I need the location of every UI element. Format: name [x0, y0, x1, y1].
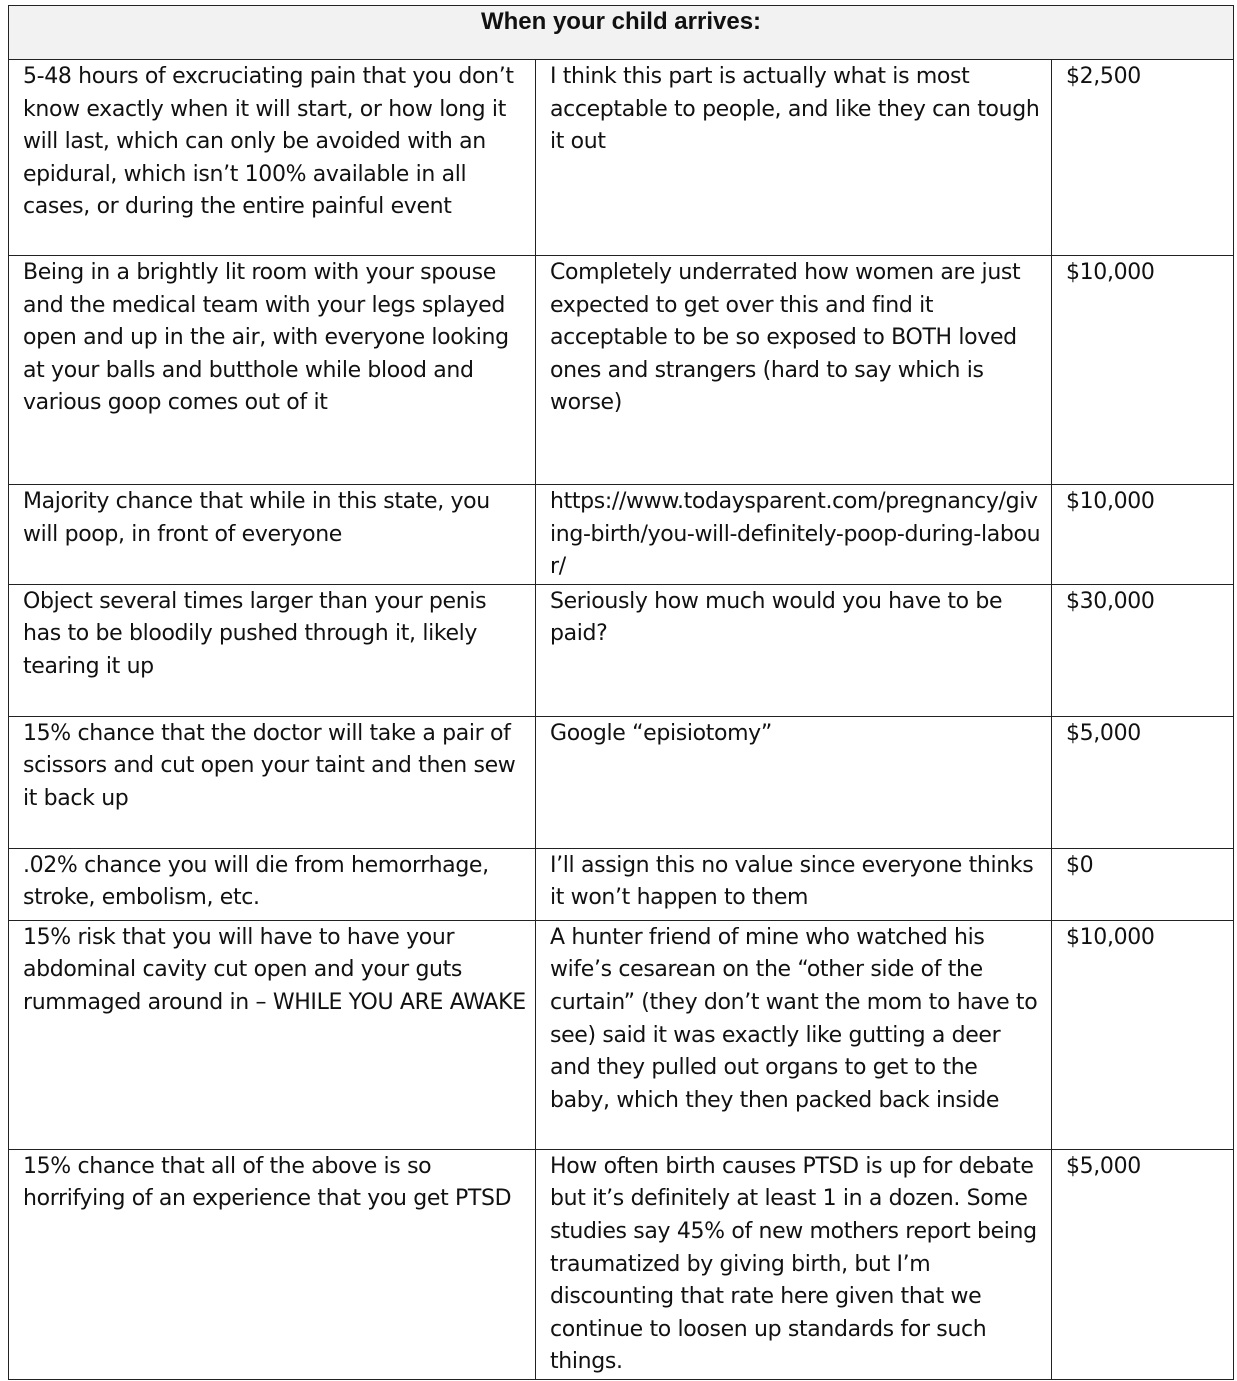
amount-cell: $10,000 [1052, 256, 1234, 485]
cost-table [8, 5, 1234, 1380]
table-row [9, 485, 1234, 585]
note-cell: I’ll assign this no value since everyone thinks it won’t happen to them [536, 848, 1052, 920]
event-cell: 15% risk that you will have to have your abdominal cavity cut open and your guts rummaged around in – WHILE YOU ARE AWAKE [9, 920, 536, 1149]
note-cell: A hunter friend of mine who watched his wife’s cesarean on the “other side of the curtain” (they don’t want the mom to have to see) said it was exactly like gutting a deer and they pulled out organs to get to the baby, which they then packed back inside [536, 920, 1052, 1149]
amount-cell: $5,000 [1052, 716, 1234, 848]
event-cell: Majority chance that while in this state, you will poop, in front of everyone [9, 485, 536, 585]
note-cell: Completely underrated how women are just expected to get over this and find it acceptable to be so exposed to BOTH loved ones and strangers (hard to say which is worse) [536, 256, 1052, 485]
amount-cell: $10,000 [1052, 920, 1234, 1149]
amount-cell: $0 [1052, 848, 1234, 920]
table-row [9, 848, 1234, 920]
note-cell: How often birth causes PTSD is up for debate but it’s definitely at least 1 in a dozen. Some studies say 45% of new mothers report being traumatized by giving birth, but I’m discounting that rate here given that we continue to loosen up standards for such things. [536, 1149, 1052, 1379]
note-cell: https://www.todaysparent.com/pregnancy/giving-birth/you-will-definitely-poop-during-labour/ [536, 485, 1052, 585]
event-cell: Being in a brightly lit room with your spouse and the medical team with your legs splayed open and up in the air, with everyone looking at your balls and butthole while blood and various goop comes out of it [9, 256, 536, 485]
amount-cell: $2,500 [1052, 60, 1234, 256]
event-cell: .02% chance you will die from hemorrhage, stroke, embolism, etc. [9, 848, 536, 920]
amount-cell: $10,000 [1052, 485, 1234, 585]
note-cell: Seriously how much would you have to be paid? [536, 584, 1052, 716]
event-cell: 15% chance that all of the above is so horrifying of an experience that you get PTSD [9, 1149, 536, 1379]
table-row [9, 60, 1234, 256]
table-header-row [9, 6, 1234, 60]
table-title: When your child arrives: [9, 6, 1234, 60]
table-row [9, 1149, 1234, 1379]
event-cell: 15% chance that the doctor will take a pair of scissors and cut open your taint and then sew it back up [9, 716, 536, 848]
table-row [9, 716, 1234, 848]
event-cell: Object several times larger than your penis has to be bloodily pushed through it, likely tearing it up [9, 584, 536, 716]
note-cell: I think this part is actually what is most acceptable to people, and like they can tough it out [536, 60, 1052, 256]
table-row [9, 584, 1234, 716]
table-row [9, 920, 1234, 1149]
event-cell: 5-48 hours of excruciating pain that you don’t know exactly when it will start, or how long it will last, which can only be avoided with an epidural, which isn’t 100% available in all cases, or during the entire painful event [9, 60, 536, 256]
amount-cell: $30,000 [1052, 584, 1234, 716]
note-cell: Google “episiotomy” [536, 716, 1052, 848]
table-row [9, 256, 1234, 485]
amount-cell: $5,000 [1052, 1149, 1234, 1379]
